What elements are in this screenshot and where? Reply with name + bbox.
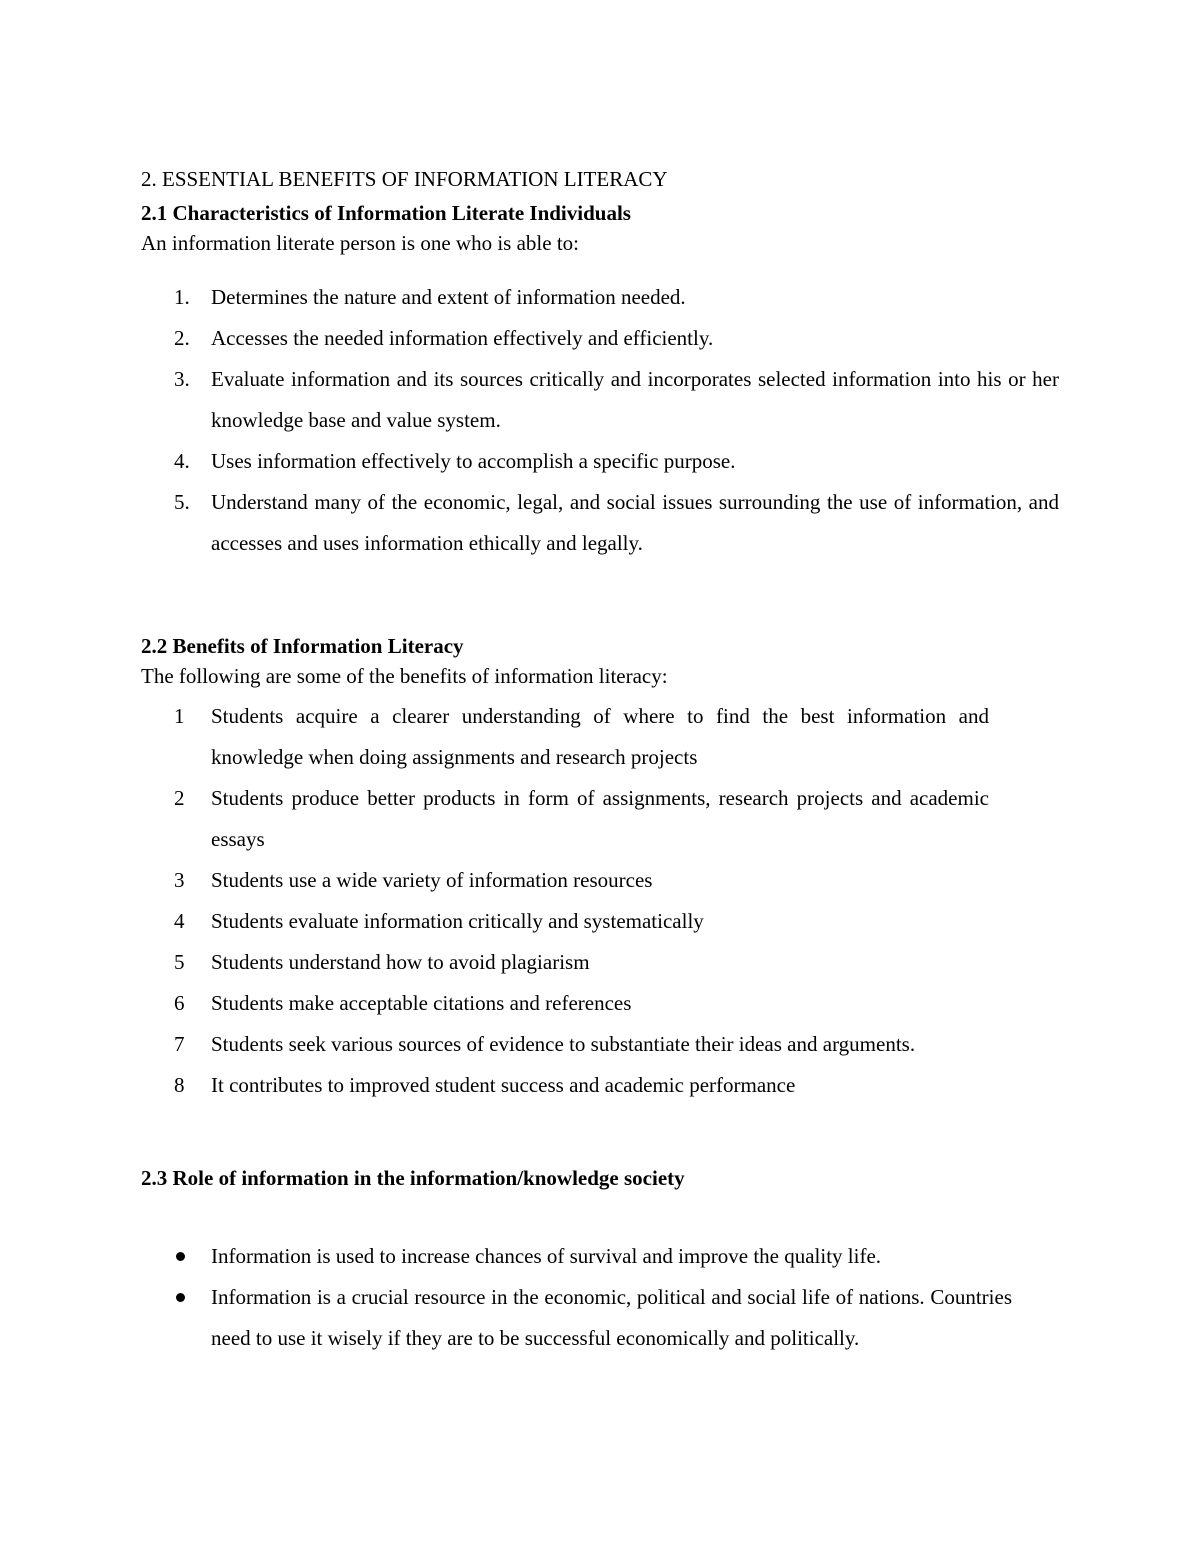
list-item-number: 1 [174,704,185,728]
bullet-icon [176,1252,185,1261]
list-item [141,860,989,901]
list-item [141,359,1059,441]
characteristics-list [141,277,1059,564]
list-item-number: 5 [174,950,185,974]
list-item-text: It contributes to improved student success and academic performance [211,1073,796,1097]
subsection-intro-2-1: An information literate person is one who is able to: [141,231,579,255]
list-item [141,1065,989,1106]
list-item-number: 3 [174,868,185,892]
list-item [141,318,1059,359]
list-item-number: 8 [174,1073,185,1097]
list-item-text: Understand many of the economic, legal, and social issues surrounding the use of information, and accesses and uses information ethically and legally. [211,490,1059,555]
list-item [141,942,989,983]
list-item-text: Students understand how to avoid plagiarism [211,950,590,974]
list-item-number: 5. [174,490,190,514]
subsection-heading-2-1: 2.1 Characteristics of Information Literate Individuals [141,201,631,225]
bullet-icon [176,1293,185,1302]
list-item [141,778,989,860]
list-item-text: Evaluate information and its sources critically and incorporates selected information into his or her knowledge base and value system. [211,367,1059,432]
list-item [141,983,989,1024]
list-item [141,901,989,942]
list-item-number: 3. [174,367,190,391]
list-item-number: 4 [174,909,185,933]
bullet-item-text: Information is a crucial resource in the economic, political and social life of nations. Countries need to use it wisely if they are to be successful economically and politically. [211,1285,1012,1350]
list-item-text: Students make acceptable citations and references [211,991,632,1015]
list-item-number: 2. [174,326,190,350]
list-item [141,696,989,778]
list-item-number: 7 [174,1032,185,1056]
list-item-text: Students seek various sources of evidence to substantiate their ideas and arguments. [211,1032,916,1056]
list-item [141,277,1059,318]
list-item-text: Students evaluate information critically and systematically [211,909,704,933]
subsection-heading-2-3: 2.3 Role of information in the information/knowledge society [141,1166,685,1190]
list-item-text: Determines the nature and extent of information needed. [211,285,686,309]
bullet-item [141,1236,1012,1277]
list-item [141,1024,989,1065]
role-bullet-list [141,1236,1012,1359]
list-item [141,482,1059,564]
list-item-number: 1. [174,285,190,309]
list-item-number: 4. [174,449,190,473]
benefits-list [141,696,989,1106]
list-item-number: 2 [174,786,185,810]
subsection-intro-2-2: The following are some of the benefits of information literacy: [141,664,668,688]
bullet-item [141,1277,1012,1359]
list-item-text: Students acquire a clearer understanding of where to find the best information and knowledge when doing assignments and research projects [211,704,989,769]
list-item-text: Accesses the needed information effectively and efficiently. [211,326,714,350]
list-item-text: Students use a wide variety of information resources [211,868,653,892]
list-item-number: 6 [174,991,185,1015]
bullet-item-text: Information is used to increase chances of survival and improve the quality life. [211,1244,882,1268]
subsection-heading-2-2: 2.2 Benefits of Information Literacy [141,634,464,658]
list-item-text: Students produce better products in form of assignments, research projects and academic essays [211,786,989,851]
list-item-text: Uses information effectively to accomplish a specific purpose. [211,449,736,473]
section-heading: 2. ESSENTIAL BENEFITS OF INFORMATION LITERACY [141,167,668,191]
list-item [141,441,1059,482]
